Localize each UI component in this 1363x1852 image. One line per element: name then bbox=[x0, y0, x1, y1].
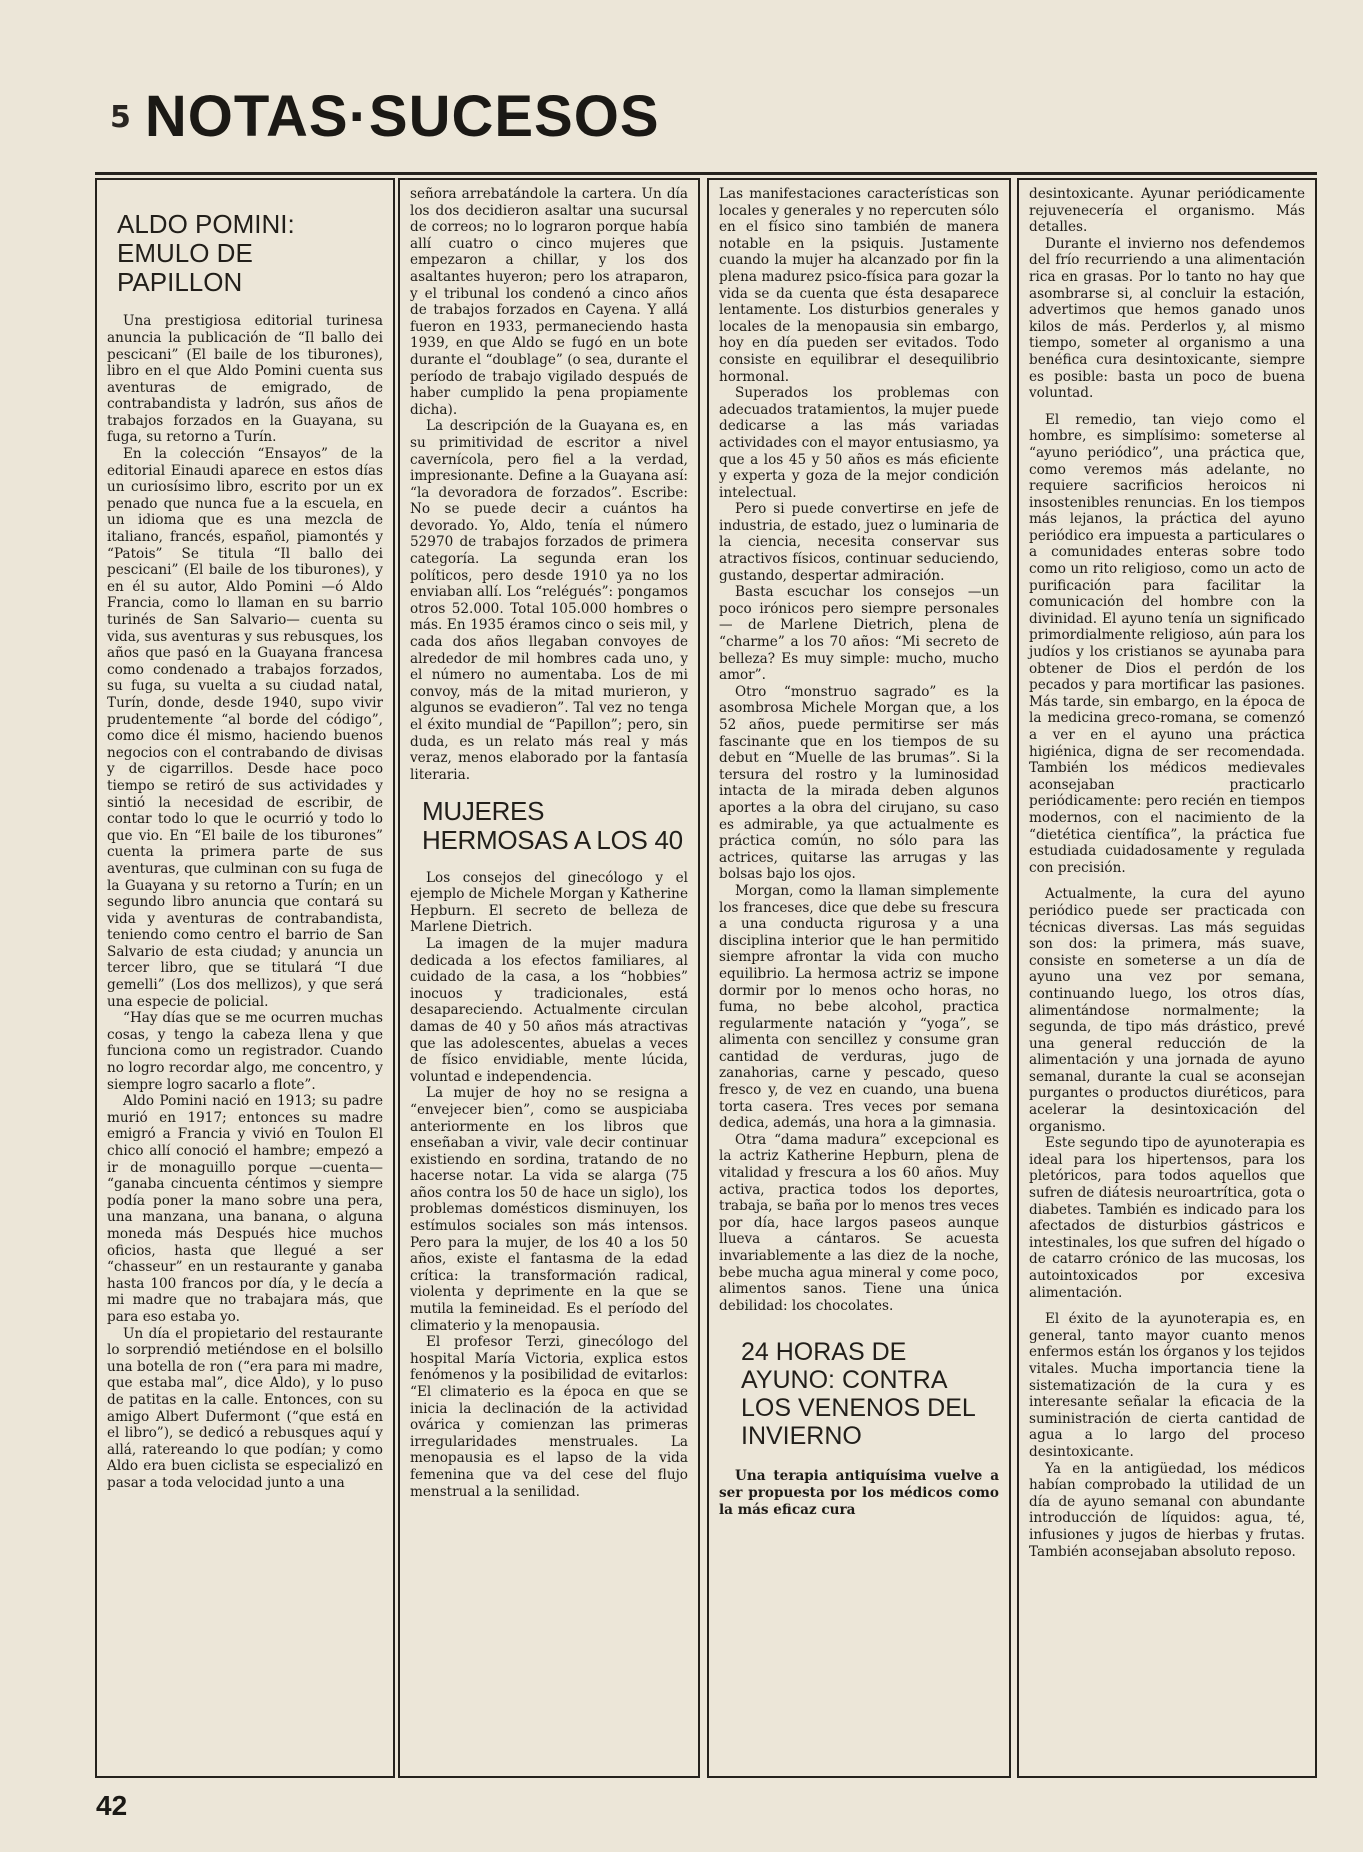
article-paragraph: desintoxicante. Ayunar periódicamente rejuvenecería el organismo. Más detalles. bbox=[1029, 186, 1305, 236]
article-paragraph: Un día el propietario del restaurante lo sorprendió metiéndose en el bolsillo una botella de ron (“era para mi madre, que estaba mal”, dice Aldo), y lo puso de patitas en la calle. Entonces, con su amigo Albert Dufermont (“que está en el libro”), se dedicó a rebusques aquí y allá, ratereando lo que podían; y como Aldo era buen ciclista se especializó en pasar a toda velocidad junto a una bbox=[107, 1325, 383, 1491]
column-3 bbox=[707, 178, 1011, 1778]
section-title: NOTAS·SUCESOS bbox=[144, 84, 660, 149]
article-paragraph: Otro “monstruo sagrado” es la asombrosa Michele Morgan que, a los 52 años, puede permitirse ser más fascinante que en los tiempos de su debut en “Muelle de las brumas”. Si la tersura del rostro y la luminosidad intacta de la mirada deben algunos aportes a la obra del cirujano, su caso es admirable, ya que actualmente es práctica común, no sólo para las actrices, quitarse las arrugas y las bolsas bajo los ojos. bbox=[719, 683, 999, 883]
page-number: 42 bbox=[96, 1790, 128, 1821]
article-paragraph: Basta escuchar los consejos —un poco irónicos pero siempre personales— de Marlene Dietrich, plena de “charme” a los 70 años: “Mi secreto de belleza? Es muy simple: mucho, mucho amor”. bbox=[719, 584, 999, 684]
article-paragraph: El remedio, tan viejo como el hombre, es simplísimo: someterse al “ayuno periódico”, una práctica que, como veremos más adelante, no requiere sacrificios heroicos ni insostenibles renuncias. En los tiempos más lejanos, la práctica del ayuno periódico era impuesta a particulares o a comunidades enteras sobre todo como un rito religioso, como un acto de purificación para facilitar la comunicación del hombre con la divinidad. El ayuno tenía un significado primordialmente religioso, aún para los judíos y los cristianos se ayunaba para obtener de Dios el perdón de los pecados y para mortificar las pasiones. Más tarde, sin embargo, en la época de la medicina greco-romana, se comenzó a ver en el ayuno una práctica higiénica, digna de ser recomendada. También los médicos medievales aconsejaban practicarlo periódicamente: pero recién en tiempos modernos, con el nacimiento de la “dietética científica”, la práctica fue estudiada cuidadosamente y regulada con precisión. bbox=[1029, 411, 1305, 876]
article-paragraph: La mujer de hoy no se resigna a “envejecer bien”, como se auspiciaba anteriormente en los libros que enseñaban a vivir, vale decir continuar existiendo en sordina, tratando de no hacerse notar. La vida se alarga (75 años contra los 50 de hace un siglo), los problemas domésticos disminuyen, los estímulos sociales son más intensos. Pero para la mujer, de los 40 a los 50 años, existe el fantasma de la edad crítica: la transformación radical, violenta y deprimente en la que se mutila la femineidad. Es el período del climaterio y la menopausia. bbox=[410, 1085, 688, 1334]
article-paragraph: Las manifestaciones características son locales y generales y no repercuten sólo en el físico sino también de manera notable en la psiquis. Justamente cuando la mujer ha alcanzado por fin la plena madurez psico-física para gozar la vida se da cuenta que ésta desaparece lentamente. Los disturbios generales y locales de la menopausia sin embargo, hoy en día pueden ser evitados. Todo consiste en equilibrar el desequilibrio hormonal. bbox=[719, 186, 999, 385]
article-paragraph: Actualmente, la cura del ayuno periódico puede ser practicada con técnicas diversas. Las más seguidas son dos: la primera, más suave, consiste en someterse a un día de ayuno una vez por semana, continuando luego, los otros días, alimentándose normalmente; la segunda, de tipo más drástico, prevé una general reducción de la alimentación y una jornada de ayuno semanal, durante la cual se aconsejan purgantes o productos diuréticos, para acelerar la desintoxicación del organismo. bbox=[1029, 886, 1305, 1135]
masthead bbox=[110, 84, 660, 149]
article-paragraph: El éxito de la ayunoterapia es, en general, tanto mayor cuanto menos enfermos están los órganos y los tejidos vitales. Mucha importancia tiene la sistematización de la cura y es interesante señalar la eficacia de la suministración de cierta cantidad de agua a lo largo del proceso desintoxicante. bbox=[1029, 1311, 1305, 1460]
column-4 bbox=[1017, 178, 1317, 1778]
article-paragraph: El profesor Terzi, ginecólogo del hospital María Victoria, explica estos fenómenos y la posibilidad de evitarlos: “El climaterio es la época en que se inicia la declinación de la actividad ovárica y comienzan las primeras irregularidades menstruales. La menopausia es el lapso de la vida femenina que va del cese del flujo menstrual a la senilidad. bbox=[410, 1334, 688, 1500]
column-1 bbox=[95, 178, 395, 1778]
article-paragraph: La imagen de la mujer madura dedicada a los efectos familiares, al cuidado de la casa, a los “hobbies” inocuos y tradicionales, está desapareciendo. Actualmente circulan damas de 40 y 50 años más atractivas que las adolescentes, abuelas a veces de físico envidiable, mente lúcida, voluntad e independencia. bbox=[410, 935, 688, 1085]
article-paragraph: “Hay días que se me ocurren muchas cosas, y tengo la cabeza llena y que funciona como un registrador. Cuando no logro recordar algo, me concentro, y siempre logro sacarlo a flote”. bbox=[107, 1010, 383, 1093]
article-paragraph: Pero si puede convertirse en jefe de industria, de estado, juez o luminaria de la ciencia, necesita conservar sus atractivos físicos, continuar seduciendo, gustando, despertar admiración. bbox=[719, 501, 999, 584]
article-paragraph: señora arrebatándole la cartera. Un día los dos decidieron asaltar una sucursal de correos; no lo lograron porque había allí cuatro o cinco mujeres que empezaron a chillar, y los dos asaltantes huyeron; pero los atraparon, y el tribunal los condenó a cinco años de trabajos forzados en Cayena. Y allá fueron en 1933, permaneciendo hasta 1939, en que Aldo se fugó en un bote durante el “doublage” (o sea, durante el período de trabajo vigilado después de haber cumplido la pena propiamente dicha). bbox=[410, 186, 688, 418]
column-2 bbox=[398, 178, 700, 1778]
article-lead: Los consejos del ginecólogo y el ejemplo de Michele Morgan y Katherine Hepburn. El secreto de belleza de Marlene Dietrich. bbox=[410, 869, 688, 936]
article-paragraph: Morgan, como la llaman simplemente los franceses, dice que debe su frescura a una conducta rigurosa y a una disciplina interior que le han permitido siempre afrontar la vida con mucho equilibrio. La hermosa actriz se impone dormir por lo menos ocho horas, no fuma, no bebe alcohol, practica regularmente natación y “yoga”, se alimenta con sencillez y consume gran cantidad de verduras, jugo de zanahorias, carne y pescado, queso fresco y, de vez en cuando, una buena torta casera. Tres veces por semana dedica, además, una hora a la gimnasia. bbox=[719, 882, 999, 1132]
article-paragraph: Superados los problemas con adecuados tratamientos, la mujer puede dedicarse a las más variadas actividades con el mayor entusiasmo, ya que a los 45 y 50 años es más eficiente y experta y goza de la mejor condición intelectual. bbox=[719, 385, 999, 501]
headline-24-horas-ayuno: 24 HORAS DE AYUNO: CONTRA LOS VENENOS DEL INVIERNO bbox=[741, 1338, 975, 1451]
article-lead: Una terapia antiquísima vuelve a ser propuesta por los médicos como la más eficaz cura bbox=[719, 1468, 999, 1518]
section-mark: 5 bbox=[110, 99, 131, 135]
headline-aldo-pomini: ALDO POMINI: EMULO DE PAPILLON bbox=[117, 209, 295, 298]
article-paragraph: Este segundo tipo de ayunoterapia es ideal para los hipertensos, para los pletóricos, para todos aquellos que sufren de diátesis neuroartrítica, gota o diabetes. También es indicado para los afectados de disturbios gástricos e intestinales, los que sufren del hígado o de catarro crónico de las mucosas, los autointoxicados por excesiva alimentación. bbox=[1029, 1135, 1305, 1301]
article-paragraph: Una prestigiosa editorial turinesa anuncia la publicación de “Il ballo dei pescicani” (El baile de los tiburones), libro en el que Aldo Pomini cuenta sus aventuras de emigrado, de contrabandista y ladrón, sus años de trabajos forzados en la Guayana, su fuga, su retorno a Turín. bbox=[107, 313, 383, 446]
article-paragraph: La descripción de la Guayana es, en su primitividad de escritor a nivel cavernícola, pero fiel a la verdad, impresionante. Define a la Guayana así: “la devoradora de forzados”. Escribe: No se puede decir a cuántos ha devorado. Yo, Aldo, tenía el número 52970 de trabajos forzados de primera categoría. La segunda eran los políticos, pero desde 1910 ya no los enviaban allí. Los “relégués”: pongamos otros 52.000. Total 105.000 hombres o más. En 1935 éramos cinco o seis mil, y cada dos años llegaban convoyes de alrededor de mil hombres cada uno, y el número no aumentaba. Los de mi convoy, más de la mitad murieron, y algunos se evadieron”. Tal vez no tenga el éxito mundial de “Papillon”; pero, sin duda, es un relato más real y más veraz, menos elaborado por la fantasía literaria. bbox=[410, 418, 688, 783]
article-paragraph: Otra “dama madura” excepcional es la actriz Katherine Hepburn, plena de vitalidad y frescura a los 60 años. Muy activa, practica todos los deportes, trabaja, se baña por lo menos tres veces por día, hace largos paseos aunque llueva a cántaros. Se acuesta invariablemente a las diez de la noche, bebe mucha agua mineral y come poco, alimentos sanos. Tiene una única debilidad: los chocolates. bbox=[719, 1131, 999, 1314]
article-paragraph: Durante el invierno nos defendemos del frío recurriendo a una alimentación rica en grasas. Por lo tanto no hay que asombrarse si, al concluir la estación, advertimos que hemos ganado unos kilos de más. Perderlos y, al mismo tiempo, someter al organismo a una benéfica cura desintoxicante, siempre es posible: basta un poco de buena voluntad. bbox=[1029, 235, 1305, 402]
header-rule bbox=[95, 172, 1317, 175]
article-paragraph: En la colección “Ensayos” de la editorial Einaudi aparece en estos días un curiosísimo libro, escrito por un ex penado que nunca fue a la escuela, en un idioma que es una mezcla de italiano, francés, español, piamontés y “Patois” Se titula “Il ballo dei pescicani” (El baile de los tiburones), y en él su autor, Aldo Pomini —ó Aldo Francia, como lo llaman en su barrio turinés de San Salvario— cuenta su vida, sus aventuras y sus rebusques, los años que pasó en la Guayana francesa como condenado a trabajos forzados, su fuga, su vuelta a su ciudad natal, Turín, donde, desde 1940, supo vivir prudentemente “al borde del código”, como dice él mismo, haciendo buenos negocios con el contrabando de divisas y de cigarrillos. Desde hace poco tiempo se retiró de sus actividades y sintió la necesidad de escribir, de contar todo lo que le ocurrió y todo lo que vio. En “El baile de los tiburones” cuenta la primera parte de sus aventuras, que culminan con su fuga de la Guayana y su retorno a Turín; en un segundo libro anuncia que contará su vida y aventuras de contrabandista, teniendo como centro el barrio de San Salvario de esta ciudad; y anuncia un tercer libro, que se titulará “I due gemelli” (Los dos mellizos), y que será una especie de policial. bbox=[107, 446, 383, 1010]
article-paragraph: Ya en la antigüedad, los médicos habían comprobado la utilidad de un día de ayuno semanal con abundante introducción de líquidos: agua, té, infusiones y jugos de hierbas y frutas. También aconsejaban absoluto reposo. bbox=[1029, 1460, 1305, 1560]
article-paragraph: Aldo Pomini nació en 1913; su padre murió en 1917; entonces su madre emigró a Francia y vivió en Toulon El chico allí conoció el hambre; empezó a ir de monaguillo porque —cuenta— “ganaba cincuenta céntimos y siempre podía poner la mano sobre una pera, una manzana, una banana, o alguna moneda más Después hice muchos oficios, hasta que llegué a ser “chasseur” en un restaurante y ganaba hasta 100 francos por día, y le decía a mi madre que no trabajara más, que para eso estaba yo. bbox=[107, 1093, 383, 1325]
headline-mujeres-hermosas: MUJERES HERMOSAS A LOS 40 bbox=[422, 796, 683, 856]
